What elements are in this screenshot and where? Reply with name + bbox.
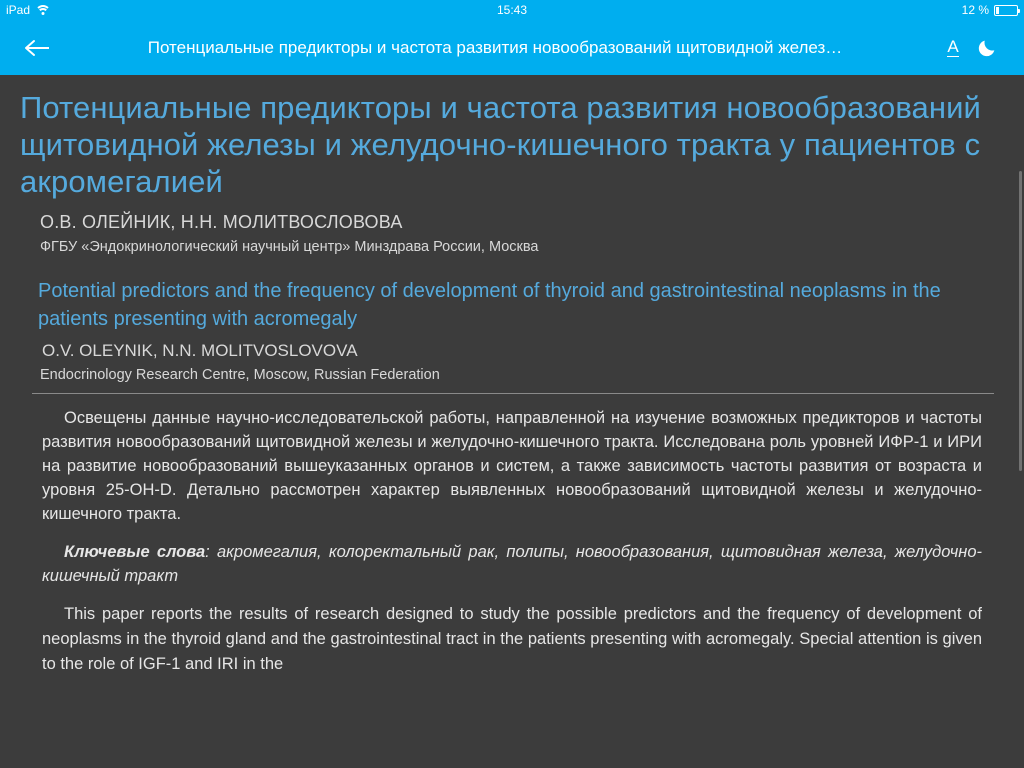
battery-icon: [994, 5, 1018, 16]
article-title-ru: Потенциальные предикторы и частота развития новообразований щитовидной железы и желудочно-кишечного тракта у пациентов с акромегалией: [20, 90, 981, 199]
app-navigation-bar: [0, 20, 1024, 75]
font-size-icon[interactable]: A: [947, 37, 959, 56]
article-authors-ru: О.В. ОЛЕЙНИК, Н.Н. МОЛИТВОСЛОВОВА: [40, 212, 403, 232]
article-authors-en: O.V. OLEYNIK, N.N. MOLITVOSLOVOVA: [42, 341, 358, 360]
back-arrow-icon[interactable]: [20, 31, 54, 65]
battery-percent-label: 12 %: [961, 3, 989, 17]
article-affiliation-ru: ФГБУ «Эндокринологический научный центр» Минздрава России, Москва: [40, 239, 539, 255]
document-content[interactable]: [0, 75, 1024, 768]
device-name: iPad: [6, 3, 31, 17]
article-title-en: Potential predictors and the frequency of development of thyroid and gastrointestinal neoplasms in the patients presenting with acromegaly: [38, 280, 941, 330]
status-bar-clock: 15:43: [496, 3, 528, 17]
keywords-text: : акромегалия, колоректальный рак, полипы, новообразования, щитовидная железа, желудочно-кишечный тракт: [42, 543, 982, 585]
article-affiliation-en: Endocrinology Research Centre, Moscow, Russian Federation: [40, 367, 440, 383]
keywords-label: Ключевые слова: [64, 543, 206, 561]
ios-status-bar: [0, 0, 1024, 20]
abstract-en: This paper reports the results of research designed to study the possible predictors and the frequency of development of neoplasms in the thyroid gland and the gastrointestinal tract in the patients presenting with acromegaly. Special attention is given to the role of IGF-1 and IRI in the: [42, 605, 982, 673]
page-title: Потенциальные предикторы и частота развития новообразований щитовидной желез…: [147, 37, 843, 57]
moon-icon[interactable]: [970, 31, 1004, 65]
vertical-scrollbar[interactable]: [1019, 171, 1022, 471]
section-divider: [32, 393, 994, 394]
abstract-ru: Освещены данные научно-исследовательской работы, направленной на изучение возможных предикторов и частоты развития новообразований щитовидной железы и желудочно-кишечного тракта. Исследована роль уровней ИФР-1 и ИРИ на развитие новообразований вышеуказанных органов и систем, а также зависимость частоты развития от возраста и уровня 25-ОН-D. Детально рассмотрен характер выявленных новообразований щитовидной железы и желудочно-кишечного тракта.: [42, 409, 982, 523]
keywords-line: [42, 540, 982, 588]
